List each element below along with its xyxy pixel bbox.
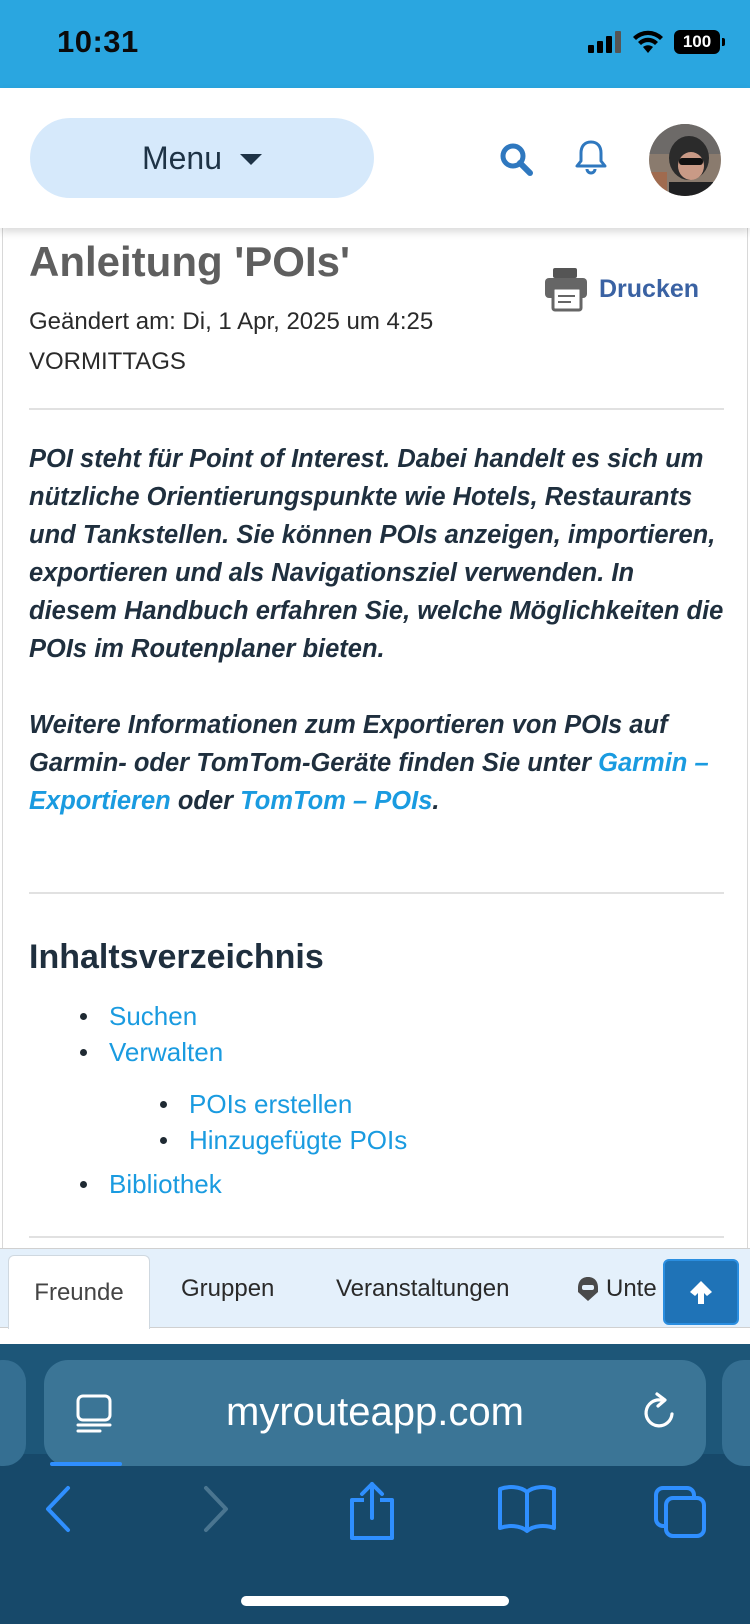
or-text: oder <box>177 787 234 815</box>
forward-icon[interactable] <box>198 1484 234 1534</box>
divider <box>29 892 724 894</box>
previous-tab-peek[interactable] <box>0 1360 26 1466</box>
wifi-icon <box>632 30 664 54</box>
address-bar[interactable] <box>44 1360 706 1466</box>
status-bar <box>0 0 750 88</box>
bell-icon[interactable] <box>573 138 609 176</box>
helmet-icon <box>576 1275 600 1303</box>
battery-level: 100 <box>682 32 712 51</box>
tab-gruppen[interactable]: Gruppen <box>181 1275 275 1302</box>
garmin-export-link[interactable]: Garmin – Exportieren <box>29 749 709 815</box>
intro-text <box>29 440 729 820</box>
printer-icon <box>543 266 589 312</box>
scroll-to-top-button[interactable] <box>663 1259 739 1325</box>
article-card <box>2 228 748 1248</box>
page-load-progress <box>50 1462 122 1466</box>
avatar-image <box>649 124 721 196</box>
user-avatar[interactable] <box>649 124 721 196</box>
caret-down-icon <box>240 154 262 165</box>
reload-icon[interactable] <box>640 1390 680 1434</box>
print-button[interactable] <box>543 266 699 312</box>
toc-item-pois-erstellen[interactable]: POIs erstellen <box>29 1086 407 1122</box>
url-text: myrouteapp.com <box>226 1390 524 1434</box>
cellular-signal-icon <box>588 31 622 53</box>
tomtom-pois-link[interactable]: TomTom – POIs <box>240 787 433 815</box>
intro-paragraph-2 <box>29 706 729 820</box>
menu-label: Menu <box>141 139 223 176</box>
tabs-icon[interactable] <box>652 1484 710 1540</box>
status-icons <box>588 30 720 54</box>
toc-item-verwalten[interactable]: Verwalten <box>29 1034 407 1070</box>
menu-button[interactable] <box>30 118 374 198</box>
divider <box>29 408 724 410</box>
period-text: . <box>432 787 440 815</box>
back-icon[interactable] <box>40 1484 76 1534</box>
bottom-tab-bar <box>0 1248 750 1328</box>
divider <box>29 1236 724 1238</box>
status-time: 10:31 <box>57 24 139 59</box>
toc-item-hinzugefuegte-pois[interactable]: Hinzugefügte POIs <box>29 1122 407 1158</box>
home-indicator <box>241 1596 509 1606</box>
next-tab-peek[interactable] <box>722 1360 750 1466</box>
bookmarks-icon[interactable] <box>496 1484 558 1534</box>
app-header <box>0 88 750 228</box>
battery-icon <box>674 30 720 54</box>
print-label: Drucken <box>599 274 700 303</box>
intro-paragraph-2-text: Weitere Informationen zum Exportieren von POIs auf Garmin- oder TomTom-Geräte finden Sie unter <box>29 711 668 777</box>
table-of-contents <box>29 998 407 1202</box>
toc-item-suchen[interactable]: Suchen <box>29 998 407 1034</box>
tab-veranstaltungen[interactable]: Veranstaltungen <box>336 1275 510 1302</box>
toc-title: Inhaltsverzeichnis <box>29 938 324 976</box>
arrow-up-icon <box>687 1278 715 1306</box>
search-icon[interactable] <box>497 140 535 178</box>
browser-toolbar <box>0 1344 750 1624</box>
toc-item-bibliothek[interactable]: Bibliothek <box>29 1166 407 1202</box>
modified-date: Geändert am: Di, 1 Apr, 2025 um 4:25 VORMITTAGS <box>29 308 434 375</box>
intro-paragraph-1: POI steht für Point of Interest. Dabei handelt es sich um nützliche Orientierungspunkte wie Hotels, Restaurants und Tankstellen. Sie können POIs anzeigen, importieren, exportieren und als Navigationsziel verwenden. In diesem Handbuch erfahren Sie, welche Möglichkeiten die POIs im Routenplaner bieten. <box>29 445 724 663</box>
tab-freunde[interactable]: Freunde <box>8 1255 150 1329</box>
share-icon[interactable] <box>346 1480 398 1542</box>
tab-unte-label: Unte <box>606 1275 657 1302</box>
page-title: Anleitung 'POIs' <box>29 238 350 285</box>
